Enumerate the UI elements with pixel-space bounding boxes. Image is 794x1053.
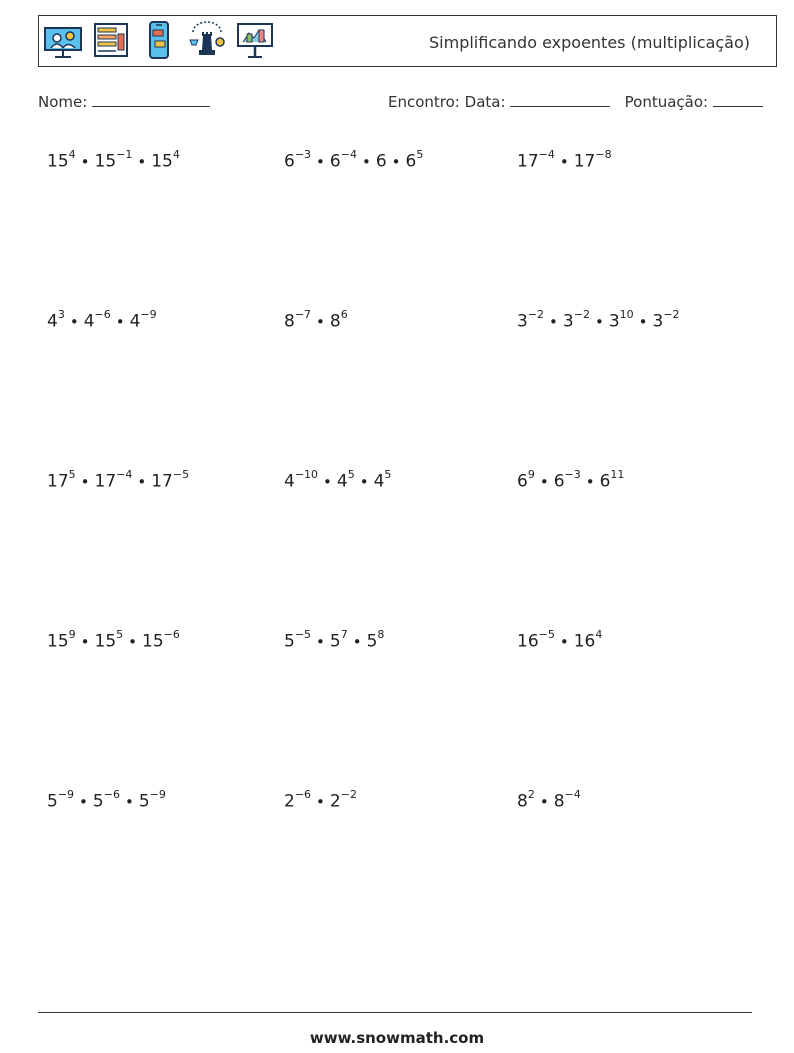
problem-13 <box>47 790 166 812</box>
term-exponent: 4 <box>595 628 603 641</box>
term-exponent: −4 <box>116 468 133 481</box>
footer-url: www.snowmath.com <box>309 1029 485 1047</box>
chess-strategy-icon <box>187 20 227 60</box>
term-base: 3 <box>562 311 574 332</box>
multiply-dot: • <box>559 632 569 651</box>
term-base: 5 <box>47 791 58 812</box>
name-blank[interactable] <box>92 93 210 107</box>
term-base: 15 <box>151 151 173 172</box>
term-base: 17 <box>573 151 596 172</box>
term-base: 3 <box>652 311 664 332</box>
multiply-dot: • <box>80 152 90 171</box>
term-exponent: −6 <box>294 788 312 801</box>
term-exponent: −6 <box>94 308 111 321</box>
multiply-dot: • <box>539 792 549 811</box>
problem-15 <box>517 790 581 812</box>
header-box <box>38 15 777 67</box>
term-exponent: 9 <box>68 628 76 641</box>
term-base: 6 <box>553 471 565 492</box>
term-base: 6 <box>284 151 295 172</box>
term-base: 8 <box>329 311 341 332</box>
term-exponent: −6 <box>103 788 120 801</box>
term-exponent: −3 <box>294 148 312 161</box>
term-exponent: −7 <box>294 308 312 321</box>
term-exponent: −9 <box>140 308 157 321</box>
term-base: 8 <box>553 791 565 812</box>
term-base: 16 <box>573 631 596 652</box>
multiply-dot: • <box>316 632 325 651</box>
term-base: 5 <box>92 791 104 812</box>
term-exponent: −9 <box>149 788 166 801</box>
multiply-dot: • <box>316 312 325 331</box>
term-exponent: −3 <box>564 468 581 481</box>
term-exponent: 8 <box>377 628 385 641</box>
term-exponent: −10 <box>294 468 319 481</box>
term-exponent: −5 <box>172 468 190 481</box>
multiply-dot: • <box>115 312 125 331</box>
term-base: 8 <box>284 311 295 332</box>
term-base: 17 <box>94 471 117 492</box>
term-base: 6 <box>599 471 611 492</box>
multiply-dot: • <box>316 152 325 171</box>
multiply-dot: • <box>352 632 362 651</box>
term-exponent: 5 <box>384 468 392 481</box>
multiply-dot: • <box>549 312 558 331</box>
term-base: 8 <box>517 791 528 812</box>
term-exponent: 7 <box>340 628 348 641</box>
term-base: 16 <box>517 631 539 652</box>
problem-8 <box>284 470 391 492</box>
header-icons <box>43 20 275 60</box>
multiply-dot: • <box>79 792 88 811</box>
term-base: 17 <box>47 471 69 492</box>
multiply-dot: • <box>80 632 90 651</box>
term-base: 6 <box>329 151 341 172</box>
term-exponent: 6 <box>340 308 348 321</box>
term-base: 4 <box>373 471 385 492</box>
term-exponent: −2 <box>663 308 680 321</box>
multiply-dot: • <box>128 632 137 651</box>
problem-9 <box>517 470 624 492</box>
term-exponent: 4 <box>68 148 76 161</box>
problem-3 <box>517 150 612 172</box>
presentation-board-icon <box>43 20 83 60</box>
term-base: 5 <box>366 631 378 652</box>
multiply-dot: • <box>391 152 401 171</box>
term-exponent: 5 <box>347 468 355 481</box>
term-base: 4 <box>83 311 95 332</box>
multiply-dot: • <box>69 312 79 331</box>
multiply-dot: • <box>80 472 90 491</box>
name-field <box>38 93 210 111</box>
term-exponent: −4 <box>340 148 357 161</box>
problem-12 <box>517 630 602 652</box>
problem-11 <box>284 630 384 652</box>
problem-5 <box>284 310 348 332</box>
term-base: 4 <box>47 311 58 332</box>
term-base: 3 <box>517 311 528 332</box>
problem-2 <box>284 150 423 172</box>
meeting-date-score-field <box>388 93 763 111</box>
term-exponent: 4 <box>172 148 180 161</box>
term-exponent: 5 <box>416 148 424 161</box>
multiply-dot: • <box>361 152 371 171</box>
problem-4 <box>47 310 157 332</box>
multiply-dot: • <box>638 312 648 331</box>
term-exponent: −4 <box>564 788 581 801</box>
term-exponent: −2 <box>527 308 545 321</box>
term-exponent: 11 <box>610 468 625 481</box>
term-exponent: −9 <box>57 788 75 801</box>
term-base: 2 <box>284 791 295 812</box>
problem-10 <box>47 630 180 652</box>
term-base: 15 <box>47 151 69 172</box>
term-base: 4 <box>284 471 295 492</box>
worksheet-title: Simplificando expoentes (multiplicação) <box>429 33 750 52</box>
term-exponent: 3 <box>57 308 65 321</box>
term-base: 4 <box>129 311 141 332</box>
term-exponent: 2 <box>527 788 535 801</box>
date-label: Data: <box>464 93 506 111</box>
term-base: 15 <box>47 631 69 652</box>
multiply-dot: • <box>359 472 369 491</box>
term-base: 6 <box>517 471 528 492</box>
term-exponent: 5 <box>116 628 124 641</box>
multiply-dot: • <box>559 152 569 171</box>
term-exponent: 10 <box>619 308 634 321</box>
term-base: 17 <box>151 471 173 492</box>
term-exponent: −5 <box>294 628 312 641</box>
term-exponent: −1 <box>116 148 133 161</box>
term-base: 4 <box>336 471 348 492</box>
multiply-dot: • <box>137 152 147 171</box>
meeting-label: Encontro: <box>388 93 460 111</box>
score-blank[interactable] <box>713 93 763 107</box>
name-label: Nome: <box>38 93 88 111</box>
problem-1 <box>47 150 180 172</box>
term-base: 15 <box>94 151 117 172</box>
term-exponent: −2 <box>573 308 590 321</box>
problem-6 <box>517 310 680 332</box>
date-blank[interactable] <box>510 93 610 107</box>
term-exponent: −2 <box>340 788 357 801</box>
problem-14 <box>284 790 357 812</box>
problem-7 <box>47 470 189 492</box>
footer-divider <box>38 1012 752 1013</box>
multiply-dot: • <box>585 472 595 491</box>
presentation-chart-icon <box>235 20 275 60</box>
multiply-dot: • <box>316 792 325 811</box>
term-base: 15 <box>142 631 164 652</box>
term-exponent: 9 <box>527 468 535 481</box>
multiply-dot: • <box>594 312 604 331</box>
term-base: 5 <box>138 791 150 812</box>
term-exponent: −6 <box>163 628 180 641</box>
term-base: 5 <box>284 631 295 652</box>
multiply-dot: • <box>124 792 134 811</box>
term-base: 2 <box>329 791 341 812</box>
multiply-dot: • <box>137 472 147 491</box>
term-exponent: −4 <box>538 148 555 161</box>
term-base: 3 <box>608 311 620 332</box>
document-chart-icon <box>91 20 131 60</box>
term-base: 6 <box>375 151 387 172</box>
term-exponent: −8 <box>595 148 612 161</box>
term-exponent: 5 <box>68 468 76 481</box>
term-base: 17 <box>517 151 539 172</box>
score-label: Pontuação: <box>624 93 709 111</box>
term-exponent: −5 <box>538 628 555 641</box>
multiply-dot: • <box>323 472 332 491</box>
term-base: 5 <box>329 631 341 652</box>
multiply-dot: • <box>539 472 549 491</box>
term-base: 6 <box>405 151 417 172</box>
mobile-chart-icon <box>139 20 179 60</box>
term-base: 15 <box>94 631 117 652</box>
